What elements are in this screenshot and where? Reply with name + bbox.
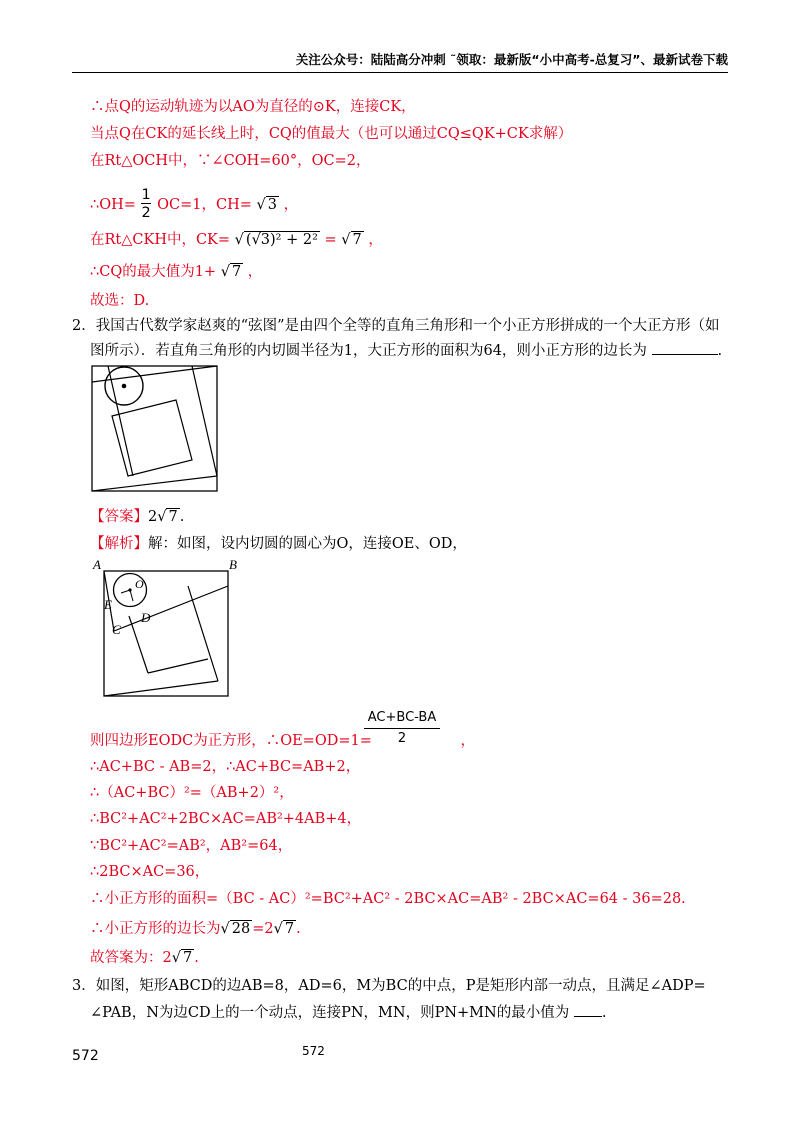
answer-blank-3 bbox=[574, 1002, 602, 1017]
sol1-l6b: ， bbox=[247, 264, 263, 280]
analysis2-intro: 解：如图，设内切圆的圆心为O，连接OE、OD， bbox=[148, 536, 467, 552]
answer-blank bbox=[652, 340, 718, 355]
sol1-line2: 当点Q在CK的延长线上时，CQ的值最大（也可以通过CQ≤QK+CK求解） bbox=[90, 126, 573, 142]
answer2-label: 【答案】 bbox=[90, 509, 148, 525]
problem3-end: . bbox=[601, 1005, 607, 1021]
answer2-sqrt: 7 bbox=[168, 509, 178, 525]
sol1-line1: ∴点Q的运动轨迹为以AO为直径的⊙K，连接CK， bbox=[90, 99, 416, 115]
analysis2-step3: ∴（AC+BC）²=（AB+2）²， bbox=[90, 785, 294, 801]
segment-OD bbox=[130, 590, 133, 601]
incircle-center bbox=[122, 384, 127, 389]
label-A: A bbox=[93, 557, 101, 572]
sol1-line4: ∴OH= $\frac{1}{2}$ OC=1，CH= √ 3 ， bbox=[90, 187, 299, 221]
label-O: O bbox=[135, 577, 144, 591]
frac-num: 1 bbox=[141, 187, 151, 203]
outer-square bbox=[92, 366, 217, 491]
problem2-number: 2． bbox=[72, 318, 96, 334]
analysis2-step8: ∴小正方形的边长为√ 28 =2√ 7 . bbox=[90, 921, 301, 937]
analysis2-step6: ∴2BC×AC=36， bbox=[90, 864, 210, 880]
sqrt-7c: 7 bbox=[284, 921, 295, 937]
answer2-a: 2 bbox=[148, 509, 158, 525]
sqrt-3: 3 bbox=[267, 197, 277, 213]
fig1-line-d bbox=[192, 366, 217, 476]
page-header: 关注公众号：陆陆高分冲刺 ˜领取：最新版“小中高考-总复习”、最新试卷下载 bbox=[72, 52, 728, 73]
fig2-line-f bbox=[148, 659, 208, 673]
step9-end: . bbox=[194, 950, 199, 966]
sqrt-28: 28 bbox=[231, 921, 251, 937]
sol1-l4b: OC=1，CH= bbox=[157, 197, 252, 213]
sol1-line6: ∴CQ的最大值为1+ √ 7 ， bbox=[90, 264, 263, 280]
analysis2-intro-line bbox=[90, 534, 467, 554]
sol1-l4a: ∴OH= bbox=[90, 197, 136, 213]
sqrt-7b: 7 bbox=[231, 264, 242, 280]
analysis2-step2: ∴AC+BC - AB=2，∴AC+BC=AB+2， bbox=[90, 759, 361, 775]
answer2-line: 【答案】2√ 7 . bbox=[90, 509, 185, 525]
fraction-denominator: 2 bbox=[397, 731, 407, 746]
sol1-l5a: 在Rt△CKH中，CK= bbox=[90, 232, 231, 248]
outer-square-2 bbox=[104, 571, 228, 696]
answer2-end: . bbox=[179, 509, 185, 525]
sol1-l4c: ， bbox=[283, 197, 299, 213]
step1-text: 则四边形EODC为正方形，∴OE=OD=1= bbox=[90, 733, 372, 749]
label-E: E bbox=[104, 597, 112, 612]
sqrt-7d: 7 bbox=[182, 950, 193, 966]
fig2-line-c bbox=[188, 586, 218, 681]
analysis2-step7: ∴小正方形的面积=（BC - AC）²=BC²+AC² - 2BC×AC=AB² - 2BC×AC=64 - 36=28. bbox=[90, 891, 686, 907]
problem3-number: 3． bbox=[72, 978, 96, 994]
label-C: C bbox=[112, 622, 121, 637]
analysis2-step5: ∵BC²+AC²=AB²，AB²=64， bbox=[90, 838, 293, 854]
page-number-center: 572 bbox=[302, 1044, 325, 1058]
sol1-l5b: = bbox=[324, 232, 337, 248]
analysis2-label: 【解析】 bbox=[90, 536, 148, 552]
fraction-bar bbox=[364, 728, 440, 729]
analysis2-step4: ∴BC²+AC²+2BC×AC=AB²+4AB+4， bbox=[90, 811, 362, 827]
problem2-text2: 图所示）．若直角三角形的内切圆半径为1，大正方形的面积为64，则小正方形的边长为 bbox=[90, 343, 647, 359]
problem2-end: . bbox=[717, 343, 723, 359]
analysis2-step9: 故答案为：2√ 7 . bbox=[90, 950, 199, 966]
step8-text: ∴小正方形的边长为 bbox=[90, 921, 221, 937]
figure-labeled bbox=[88, 555, 248, 703]
sqrt-expr: (√3)² + 2² bbox=[245, 232, 318, 248]
problem2-line2 bbox=[90, 340, 722, 361]
label-D: D bbox=[141, 610, 151, 625]
problem2-text1: 我国古代数学家赵爽的“弦图”是由四个全等的直角三角形和一个小正方形拼成的一个大正方形（如 bbox=[95, 318, 720, 334]
problem2-line1 bbox=[72, 316, 720, 336]
sol1-l6a: ∴CQ的最大值为1+ bbox=[90, 264, 217, 280]
analysis2-step1 bbox=[90, 731, 475, 751]
page-number-left: 572 bbox=[72, 1048, 99, 1064]
sol1-line5: 在Rt△CKH中，CK= √ (√3)² + 2² = √ 7 ， bbox=[90, 232, 383, 248]
fig1-line-b bbox=[108, 366, 133, 476]
sqrt-7: 7 bbox=[352, 232, 362, 248]
frac-den: 2 bbox=[141, 205, 151, 221]
problem3-text1: 如图，矩形ABCD的边AB=8，AD=6，M为BC的中点，P是矩形内部一动点，且满足∠ADP= bbox=[95, 978, 706, 994]
label-B: B bbox=[229, 557, 237, 572]
center-O bbox=[128, 588, 131, 591]
step8-end: . bbox=[296, 921, 301, 937]
problem3-line2 bbox=[90, 1002, 606, 1023]
sol1-l5c: ， bbox=[368, 232, 383, 248]
figure-xian-tu bbox=[90, 364, 220, 494]
step1-end: ， bbox=[460, 733, 475, 749]
fig2-line-d bbox=[104, 681, 218, 696]
step8-eq: =2 bbox=[252, 921, 274, 937]
fig1-line-c bbox=[92, 476, 217, 491]
sol1-line3: 在Rt△OCH中，∵∠COH=60°，OC=2， bbox=[90, 153, 371, 169]
sol1-line7: 故选：D. bbox=[90, 293, 150, 309]
problem3-line1 bbox=[72, 976, 706, 996]
problem3-text2: ∠PAB，N为边CD上的一个动点，连接PN，MN，则PN+MN的最小值为 bbox=[90, 1005, 570, 1021]
fraction-numerator: AC+BC-BA bbox=[367, 710, 437, 725]
step9-text: 故答案为：2 bbox=[90, 950, 172, 966]
